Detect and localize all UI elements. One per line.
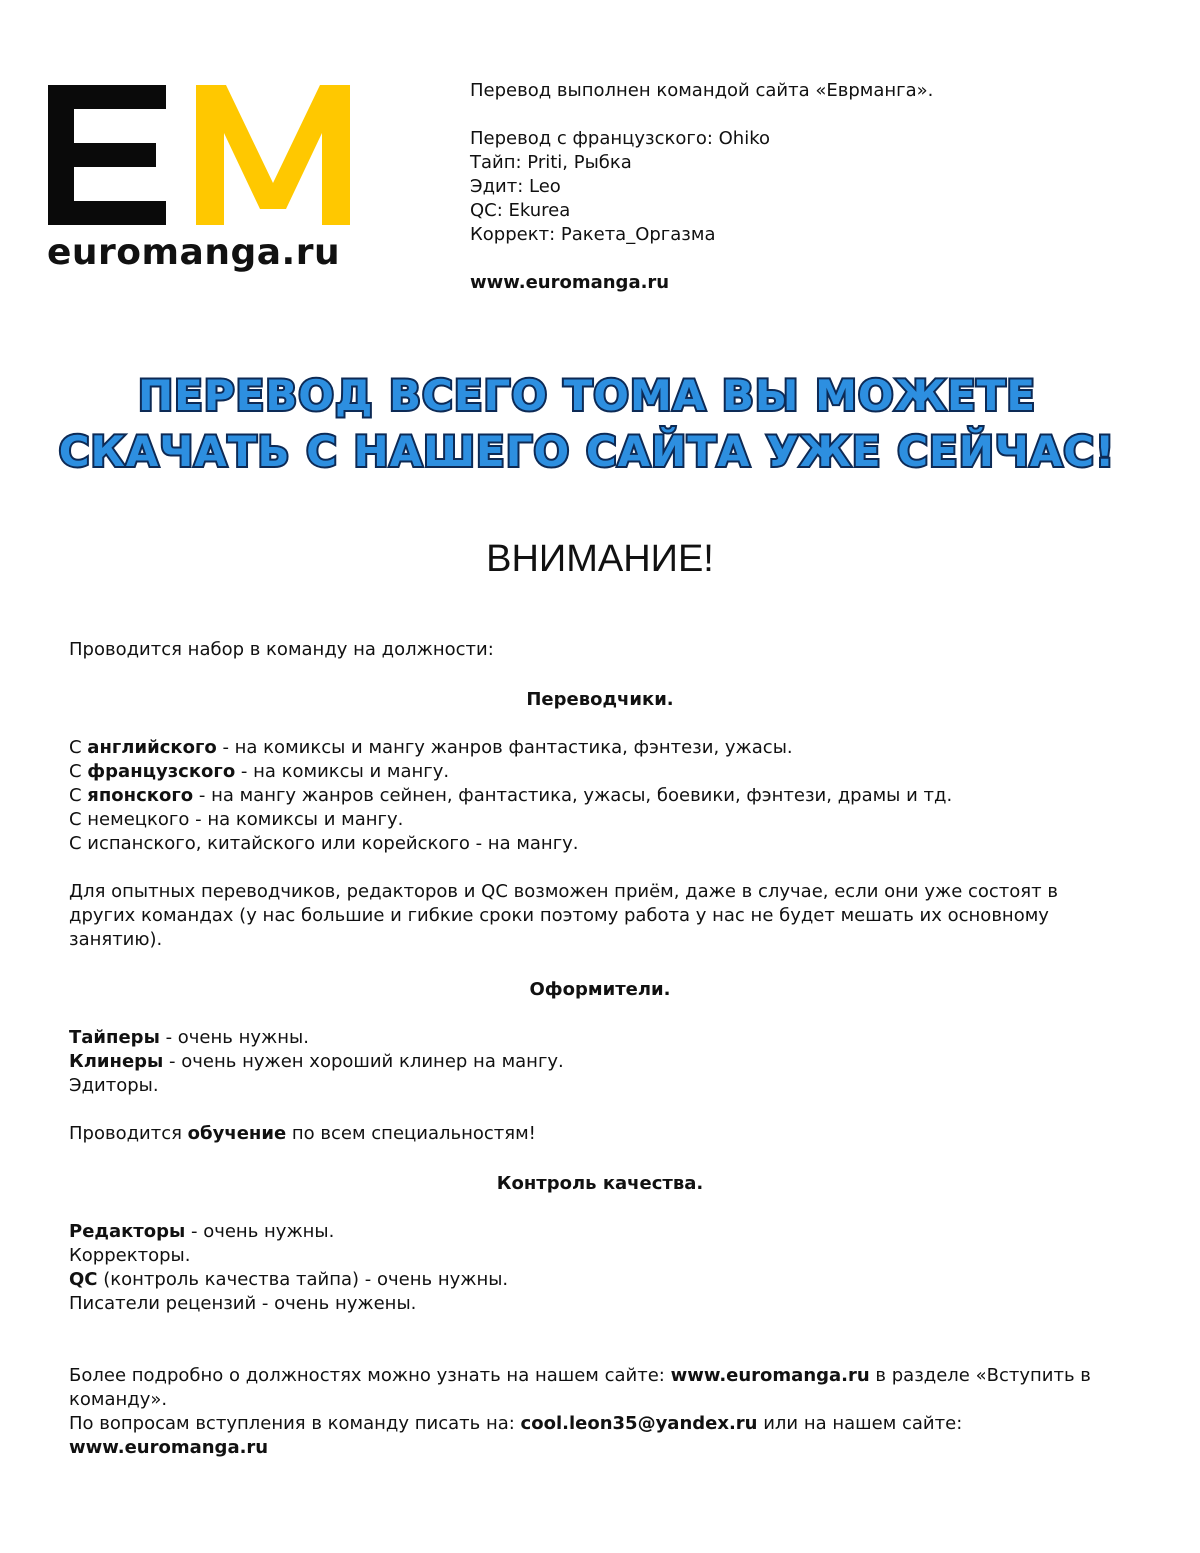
experienced-note-3: занятию). bbox=[69, 929, 163, 950]
footer-contact-site-link[interactable]: www.euromanga.ru bbox=[69, 1437, 269, 1458]
credits-edit: Эдит: Leo bbox=[470, 176, 561, 197]
attention-heading: ВНИМАНИЕ! bbox=[486, 538, 714, 580]
download-banner bbox=[0, 370, 1200, 480]
designer-editors: Эдиторы. bbox=[69, 1075, 159, 1096]
footer-contact: По вопросам вступления в команду писать на: cool.leon35@yandex.ru или на нашем сайте: bbox=[69, 1413, 963, 1434]
translator-german: С немецкого - на комиксы и мангу. bbox=[69, 809, 404, 830]
experienced-note-1: Для опытных переводчиков, редакторов и QC возможен приём, даже в случае, если они уже состоят в bbox=[69, 881, 1058, 902]
designer-cleaners: Клинеры - очень нужен хороший клинер на мангу. bbox=[69, 1051, 564, 1072]
footer-email-link[interactable]: cool.leon35@yandex.ru bbox=[520, 1413, 758, 1434]
footer-site-link[interactable]: www.euromanga.ru bbox=[670, 1365, 870, 1386]
translator-other: С испанского, китайского или корейского - на мангу. bbox=[69, 833, 579, 854]
quality-correctors: Корректоры. bbox=[69, 1245, 191, 1266]
experienced-note-2: других командах (у нас большие и гибкие сроки поэтому работа у нас не будет мешать их основному bbox=[69, 905, 1049, 926]
credits-intro: Перевод выполнен командой сайта «Еврманга». bbox=[470, 80, 934, 101]
translator-french: С французского - на комиксы и мангу. bbox=[69, 761, 450, 782]
quality-redactors: Редакторы - очень нужны. bbox=[69, 1221, 335, 1242]
training-note: Проводится обучение по всем специальностям! bbox=[69, 1123, 536, 1144]
credits-qc: QC: Ekurea bbox=[470, 200, 571, 221]
translator-japanese: С японского - на мангу жанров сейнен, фантастика, ужасы, боевики, фэнтези, драмы и тд. bbox=[69, 785, 953, 806]
footer-more-info: Более подробно о должностях можно узнать на нашем сайте: www.euromanga.ru в разделе «Вступить в bbox=[69, 1365, 1091, 1386]
designers-heading: Оформители. bbox=[529, 979, 671, 1000]
translator-english: С английского - на комиксы и мангу жанров фантастика, фэнтези, ужасы. bbox=[69, 737, 793, 758]
credits-proof: Коррект: Ракета_Оргазма bbox=[470, 224, 716, 245]
credits-site-link[interactable]: www.euromanga.ru bbox=[470, 272, 670, 293]
designer-typers: Тайперы - очень нужны. bbox=[69, 1027, 309, 1048]
translators-heading: Переводчики. bbox=[526, 689, 674, 710]
recruit-intro: Проводится набор в команду на должности: bbox=[69, 639, 494, 660]
footer-more-info-cont: команду». bbox=[69, 1389, 168, 1410]
banner-line-2: СКАЧАТЬ С НАШЕГО САЙТА УЖЕ СЕЙЧАС! bbox=[58, 427, 1116, 476]
quality-qc: QC (контроль качества тайпа) - очень нужны. bbox=[69, 1269, 509, 1290]
credits-translation: Перевод с французского: Ohiko bbox=[470, 128, 771, 149]
logo-letter-e bbox=[48, 85, 166, 225]
logo-url: euromanga.ru bbox=[47, 232, 341, 273]
credits-type: Тайп: Priti, Рыбка bbox=[470, 152, 632, 173]
banner-line-1: ПЕРЕВОД ВСЕГО ТОМА ВЫ МОЖЕТЕ bbox=[137, 371, 1037, 420]
quality-reviewers: Писатели рецензий - очень нужены. bbox=[69, 1293, 417, 1314]
credits-block bbox=[470, 79, 933, 295]
quality-heading: Контроль качества. bbox=[496, 1173, 704, 1194]
logo-letter-m bbox=[196, 85, 350, 225]
